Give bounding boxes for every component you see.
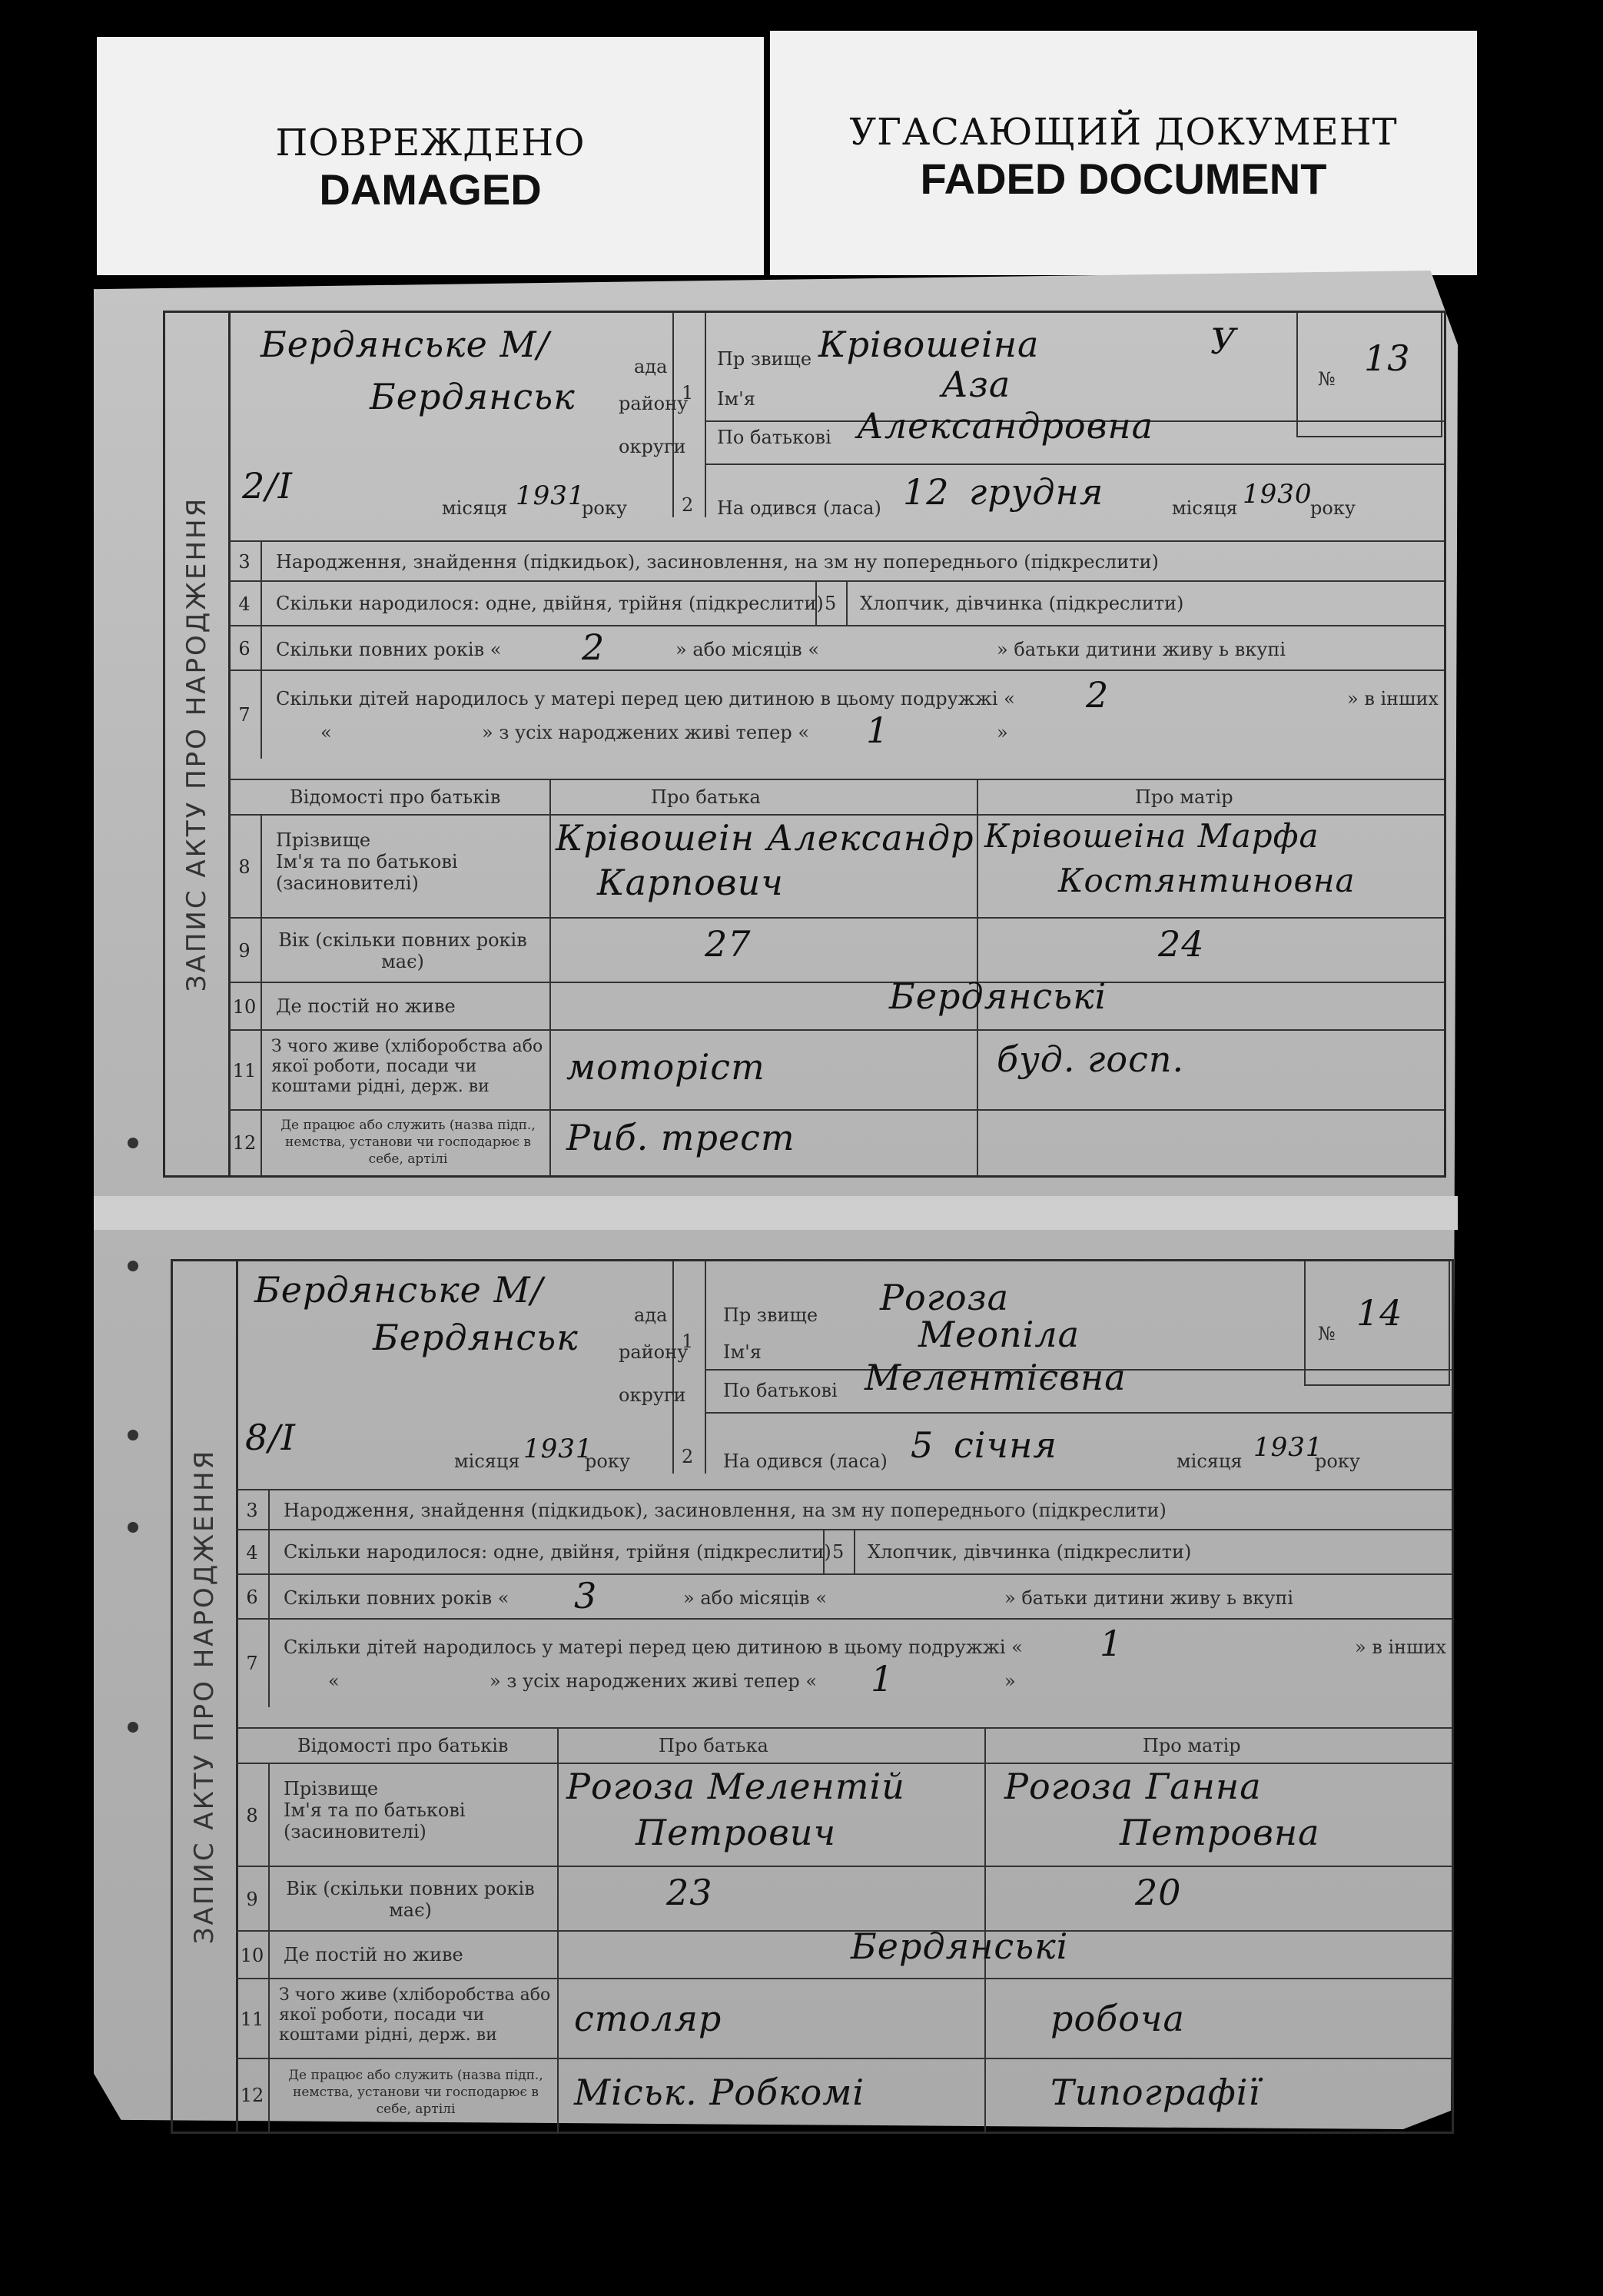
place-rayon: Бердянськ [373, 1317, 579, 1358]
row-number-11: 11 [236, 1979, 270, 2059]
row-number-6: 6 [236, 1575, 270, 1620]
children-alive: 1 [866, 709, 890, 751]
damaged-stamp-ru: ПОВРЕЖДЕНО [275, 121, 586, 164]
record-number: 13 [1364, 337, 1411, 379]
r9-label: Вік (скільки повних років має) [286, 1878, 535, 1921]
years-together: 3 [574, 1575, 598, 1617]
child-surname: Крівошеіна [818, 324, 1040, 365]
born-day: 5 [911, 1424, 934, 1466]
sheet-fold [94, 1196, 1458, 1230]
r8-label: Прізвище Ім'я та по батькові (засиновителі) [284, 1778, 466, 1842]
row-number-3: 3 [236, 1490, 270, 1530]
row-number-2: 2 [682, 494, 694, 516]
row6-text-c: » батьки дитини живу ь вкупі [1004, 1587, 1294, 1609]
father-name-2: Петрович [636, 1812, 837, 1853]
r12-label: Де працює або служить (назва підп., немства, установи чи господарює в себе, артілі [280, 1118, 536, 1167]
father-age: 23 [666, 1872, 713, 1913]
mother-work: Типографії [1050, 2072, 1261, 2113]
reg-year: 1931 [523, 1434, 593, 1464]
label-name: Ім'я [723, 1341, 762, 1363]
label-year: року [585, 1450, 630, 1472]
row-number-5: 5 [825, 593, 837, 614]
children-before: 1 [1100, 1623, 1123, 1664]
father-name-2: Карпович [597, 862, 784, 903]
row7-text-b: » в інших [1347, 688, 1439, 709]
children-alive: 1 [871, 1658, 894, 1700]
father-name: Рогоза Мелентій [566, 1766, 905, 1807]
row6-text-b: » або місяців « [675, 639, 820, 660]
label-month: місяця [454, 1450, 520, 1472]
label-month: місяця [442, 497, 508, 519]
row7-text-b: » в інших [1355, 1636, 1446, 1658]
r12-label: Де працює або служить (назва підп., немства, установи чи господарює в себе, артілі [288, 2068, 543, 2117]
label-surname: Пр звище [717, 348, 812, 370]
mother-name-2: Костянтиновна [1058, 862, 1356, 899]
record-side-title: ЗАПИС АКТУ ПРО НАРОДЖЕННЯ [173, 1261, 238, 2132]
child-patronymic: Александровна [857, 405, 1154, 447]
child-patronymic: Мелентієвна [865, 1357, 1127, 1398]
row-number-3: 3 [228, 542, 262, 582]
row-number-12: 12 [236, 2059, 270, 2132]
child-surname: Рогоза [880, 1277, 1010, 1318]
row-number-8: 8 [236, 1764, 270, 1867]
row-number-4: 4 [228, 582, 262, 626]
faded-stamp [770, 31, 1477, 275]
label-rayonu: району [619, 1341, 689, 1363]
faded-stamp-en: FADED DOCUMENT [920, 155, 1327, 203]
row-number-1: 1 [682, 382, 694, 404]
col-mother: Про матір [1143, 1735, 1241, 1756]
born-year: 1930 [1243, 479, 1313, 510]
row-number-2: 2 [682, 1446, 694, 1467]
row-number-7: 7 [228, 671, 262, 759]
mother-age: 20 [1135, 1872, 1182, 1913]
row-number-6: 6 [228, 626, 262, 671]
row-number-5: 5 [832, 1541, 845, 1563]
row7-text-d: » з усіх народжених живі тепер « [482, 722, 810, 743]
row6-text-a: Скільки повних років « [276, 639, 502, 660]
father-occupation: моторіст [566, 1046, 765, 1088]
r11-label: З чого живе (хліборобства або якої роботи, посади чи коштами рідні, держ. ви [271, 1037, 543, 1096]
faded-stamp-ru: УГАСАЮЩИЙ ДОКУМЕНТ [849, 111, 1398, 154]
mother-occupation: буд. госп. [997, 1038, 1185, 1080]
row-number-10: 10 [236, 1932, 270, 1979]
row7-text-d: » з усіх народжених живі тепер « [490, 1670, 818, 1692]
row7-text-a: Скільки дітей народилось у матері перед цею дитиною в цьому подружжі « [276, 688, 1015, 709]
label-patronymic: По батькові [723, 1380, 838, 1401]
label-born: На одився (ласа) [717, 497, 881, 519]
father-occupation: столяр [574, 1998, 722, 2039]
row3-text: Народження, знайдення (підкидьок), засиновлення, на зм ну попереднього (підкреслити) [276, 551, 1159, 573]
reg-day-month: 2/I [242, 465, 293, 507]
row-number-10: 10 [228, 983, 262, 1031]
born-year: 1931 [1253, 1432, 1323, 1463]
born-month: грудня [969, 471, 1104, 513]
label-okrugy: округи [619, 1384, 686, 1406]
row7-text-c: « [328, 1670, 340, 1692]
row6-text-a: Скільки повних років « [284, 1587, 509, 1609]
record-mark: У [1210, 321, 1237, 362]
r11-label: З чого живе (хліборобства або якої роботи, посади чи коштами рідні, держ. ви [279, 1985, 551, 2045]
row-number-11: 11 [228, 1031, 262, 1111]
born-day: 12 [903, 471, 950, 513]
binder-hole [128, 1261, 138, 1271]
father-work: Міськ. Робкомі [574, 2072, 865, 2113]
reg-day-month: 8/I [245, 1417, 296, 1458]
row-number-9: 9 [236, 1867, 270, 1932]
label-rayonu: району [619, 393, 689, 414]
place-city: Бердянське М/ [254, 1269, 544, 1311]
residence: Бердянські [889, 975, 1107, 1017]
row-number-12: 12 [228, 1111, 262, 1175]
record-side-title: ЗАПИС АКТУ ПРО НАРОДЖЕННЯ [165, 313, 231, 1175]
father-age: 27 [705, 923, 752, 965]
reg-year: 1931 [516, 480, 586, 511]
row4-text: Скільки народилося: одне, двійня, трійня (підкреслити) [276, 593, 824, 614]
label-year-2: року [1315, 1450, 1360, 1472]
row7-text-e: » [997, 722, 1008, 743]
label-surname: Пр звище [723, 1304, 818, 1326]
r10-label: Де постій но живе [276, 995, 456, 1017]
mother-age: 24 [1158, 923, 1205, 965]
row-number-8: 8 [228, 816, 262, 919]
damaged-stamp [97, 37, 764, 275]
label-gada: ада [634, 356, 668, 377]
label-patronymic: По батькові [717, 427, 831, 448]
binder-hole [128, 1722, 138, 1733]
row3-text: Народження, знайдення (підкидьок), засиновлення, на зм ну попереднього (підкреслити) [284, 1500, 1167, 1521]
r9-label: Вік (скільки повних років має) [278, 929, 527, 972]
children-before: 2 [1086, 674, 1110, 716]
label-year-2: року [1310, 497, 1356, 519]
col-info: Відомості про батьків [297, 1735, 509, 1756]
row-number-1: 1 [682, 1331, 694, 1352]
row-number-7: 7 [236, 1620, 270, 1707]
label-year: року [582, 497, 627, 519]
birth-record-2 [171, 1259, 1454, 2134]
mother-occupation: робоча [1050, 1998, 1185, 2039]
label-month-2: місяця [1172, 497, 1238, 519]
mother-name: Крівошеіна Марфа [984, 817, 1319, 855]
father-work: Риб. трест [566, 1117, 795, 1158]
col-father: Про батька [659, 1735, 768, 1756]
mother-name: Рогоза Ганна [1004, 1766, 1262, 1807]
label-month-2: місяця [1177, 1450, 1243, 1472]
row7-text-e: » [1004, 1670, 1016, 1692]
binder-hole [128, 1138, 138, 1148]
r10-label: Де постій но живе [284, 1944, 463, 1965]
row6-text-c: » батьки дитини живу ь вкупі [997, 639, 1286, 660]
label-born: На одився (ласа) [723, 1450, 888, 1472]
label-no: № [1318, 1323, 1336, 1344]
row4-text: Скільки народилося: одне, двійня, трійня (підкреслити) [284, 1541, 831, 1563]
years-together: 2 [582, 626, 606, 668]
binder-hole [128, 1522, 138, 1533]
damaged-stamp-en: DAMAGED [319, 165, 542, 214]
label-gada: ада [634, 1304, 668, 1326]
col-mother: Про матір [1135, 786, 1233, 808]
mother-name-2: Петровна [1120, 1812, 1320, 1853]
col-father: Про батька [651, 786, 761, 808]
birth-record-1 [163, 311, 1446, 1178]
row6-text-b: » або місяців « [683, 1587, 828, 1609]
child-name: Меопіла [918, 1314, 1080, 1355]
row-number-9: 9 [228, 919, 262, 983]
r8-label: Прізвище Ім'я та по батькові (засиновителі) [276, 829, 458, 894]
row5-text: Хлопчик, дівчинка (підкреслити) [868, 1541, 1192, 1563]
col-info: Відомості про батьків [290, 786, 501, 808]
row5-text: Хлопчик, дівчинка (підкреслити) [860, 593, 1184, 614]
record-number: 14 [1356, 1292, 1403, 1334]
father-name: Крівошеін Александр [556, 817, 974, 859]
born-month: січня [954, 1424, 1057, 1466]
label-name: Ім'я [717, 388, 755, 410]
place-city: Бердянське М/ [261, 324, 550, 365]
label-okrugy: округи [619, 436, 686, 457]
row7-text-c: « [320, 722, 332, 743]
place-rayon: Бердянськ [370, 376, 576, 417]
residence: Бердянські [851, 1926, 1069, 1967]
child-name: Аза [941, 364, 1011, 405]
row7-text-a: Скільки дітей народилось у матері перед цею дитиною в цьому подружжі « [284, 1636, 1023, 1658]
binder-hole [128, 1430, 138, 1440]
label-no: № [1318, 368, 1336, 390]
row-number-4: 4 [236, 1530, 270, 1575]
